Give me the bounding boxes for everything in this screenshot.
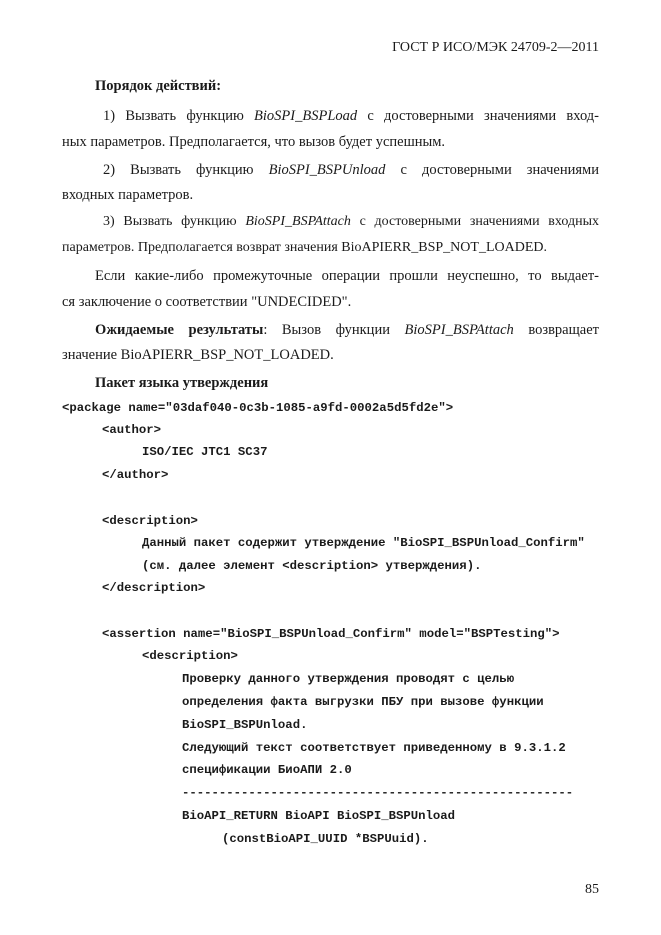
code-line: Проверку данного утверждения проводят с целью: [182, 672, 515, 686]
code-line: <assertion name="BioSPI_BSPUnload_Confirm" model="BSPTesting">: [102, 627, 560, 641]
page-number: 85: [585, 882, 599, 897]
code-line: определения факта выгрузки ПБУ при вызове функции: [182, 695, 544, 709]
expected-label: Ожидаемые результаты: [95, 322, 264, 338]
code-line: BioAPI_RETURN BioAPI BioSPI_BSPUnload: [182, 809, 456, 823]
code-line: Следующий текст соответствует приведенному в 9.3.1.2: [182, 741, 566, 755]
step1-line2: ных параметров. Предполагается, что вызов будет успешным.: [62, 134, 446, 150]
code-line: (см. далее элемент <description> утверждения).: [142, 559, 482, 573]
step2-line1: 2) Вызвать функцию BioSPI_BSPUnload с достоверными значениями: [103, 162, 599, 178]
expected-line1: Ожидаемые результаты: Вызов функции BioSPI_BSPAttach возвращает: [95, 322, 599, 338]
step3-line1: 3) Вызвать функцию BioSPI_BSPAttach с достоверными значениями входных: [103, 214, 599, 229]
function-name: BioSPI_BSPLoad: [254, 108, 358, 124]
function-name: BioSPI_BSPAttach: [245, 214, 351, 229]
expected-line2: значение BioAPIERR_BSP_NOT_LOADED.: [62, 347, 334, 363]
step2-line2: входных параметров.: [62, 187, 194, 203]
code-line: спецификации БиоАПИ 2.0: [182, 763, 352, 777]
code-line: Данный пакет содержит утверждение "BioSPI_BSPUnload_Confirm": [142, 536, 585, 550]
function-name: BioSPI_BSPUnload: [268, 162, 386, 178]
code-line: <package name="03daf040-0c3b-1085-a9fd-0002a5d5fd2e">: [62, 401, 454, 415]
code-separator: -----------------------------------------------------: [182, 786, 574, 800]
code-line: </author>: [102, 468, 169, 482]
function-name: BioSPI_BSPAttach: [404, 322, 514, 338]
code-line: <description>: [102, 514, 198, 528]
step3-line2: параметров. Предполагается возврат значения BioAPIERR_BSP_NOT_LOADED.: [62, 240, 547, 255]
code-line: BioSPI_BSPUnload.: [182, 718, 308, 732]
fail-line2: ся заключение о соответствии "UNDECIDED".: [62, 294, 352, 310]
code-line: <author>: [102, 423, 162, 437]
code-line: (constBioAPI_UUID *BSPUuid).: [222, 832, 429, 846]
code-line: </description>: [102, 581, 206, 595]
page-header: ГОСТ Р ИСО/МЭК 24709-2—2011: [392, 40, 599, 55]
fail-line1: Если какие-либо промежуточные операции прошли неуспешно, то выдает-: [95, 268, 599, 284]
package-heading: Пакет языка утверждения: [95, 375, 269, 391]
step1-line1: 1) Вызвать функцию BioSPI_BSPLoad с достоверными значениями вход-: [103, 108, 599, 124]
code-line: ISO/IEC JTC1 SC37: [142, 445, 268, 459]
procedure-heading: Порядок действий:: [95, 78, 222, 94]
code-line: <description>: [142, 649, 238, 663]
